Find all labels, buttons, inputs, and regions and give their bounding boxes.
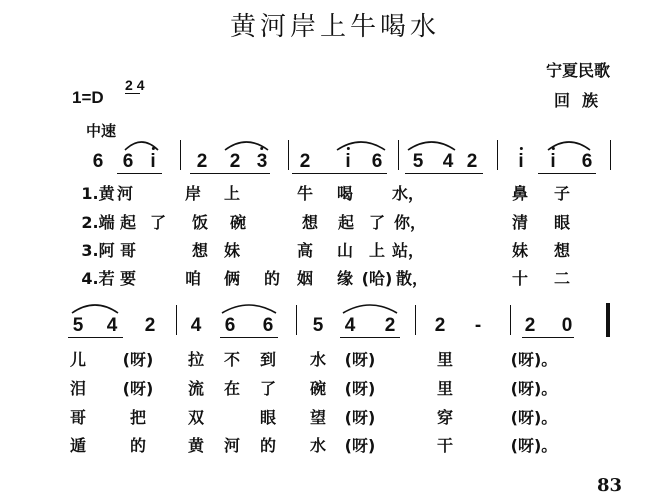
lyric-syllable: 子 [553, 184, 571, 203]
slur [408, 142, 455, 150]
ethnic-group: 回族 [553, 91, 610, 110]
notation-note: 6 [224, 315, 236, 336]
lyric-syllable: 水 [309, 350, 327, 369]
lyric-syllable: 岸 [184, 184, 202, 203]
lyric-syllable: 流 [187, 379, 205, 398]
lyric-syllable: 哥 [119, 241, 137, 260]
notation-note: 4 [344, 315, 356, 336]
page-number: 83 [596, 475, 622, 496]
lyric-syllable: 的 [129, 436, 147, 455]
lyric-syllable: 里 [436, 350, 454, 369]
lyric-syllable: 碗 [309, 379, 327, 398]
lyric-syllable: 咱 [184, 269, 202, 288]
lyric-syllable: 在 [223, 379, 241, 398]
lyric-syllable: (呀)。 [510, 436, 558, 455]
lyric-syllable: 清 [511, 213, 529, 232]
lyric-syllable: 起 [119, 213, 137, 232]
lyric-syllable: 要 [119, 269, 137, 288]
notation-note: 4 [442, 151, 454, 172]
lyric-syllable: 2.端 [81, 213, 115, 232]
lyric-syllable: 十 [511, 269, 529, 288]
lyric-syllable: 想 [553, 241, 571, 260]
notation-note: 2 [384, 315, 396, 336]
lyric-syllable: 河 [116, 184, 134, 203]
lyric-syllable: 河 [223, 436, 241, 455]
notation-note: 2 [524, 315, 536, 336]
lyric-syllable: (呀) [344, 379, 376, 398]
notation-note: 2 [196, 151, 208, 172]
slur [225, 142, 268, 150]
slur [337, 142, 385, 150]
song-source: 宁夏民歌 [545, 61, 610, 80]
lyric-syllable: 里 [436, 379, 454, 398]
slur [343, 305, 397, 313]
lyric-syllable: 遁 [69, 436, 87, 455]
lyric-syllable: 高 [296, 241, 314, 260]
lyric-syllable: 上 [368, 241, 386, 260]
song-title: 黄河岸上牛喝水 [229, 12, 440, 42]
lyric-syllable: (呀)。 [510, 408, 558, 427]
lyric-syllable: 的 [263, 269, 281, 288]
notation-note: 6 [581, 151, 593, 172]
lyric-syllable: 把 [129, 408, 147, 427]
lyric-syllable: 双 [187, 408, 205, 427]
lyric-syllable: 喝 [336, 184, 354, 203]
lyric-syllable: 1.黄 [81, 184, 115, 203]
lyric-syllable: 妹 [511, 241, 529, 260]
notation-note: 0 [561, 315, 573, 336]
key-signature: 1=D [72, 88, 104, 107]
notation-note: - [474, 315, 482, 336]
lyric-syllable: (呀)。 [510, 379, 558, 398]
notation-note: 4 [106, 315, 118, 336]
lyric-syllable: 牛 [296, 184, 314, 203]
notation-note: 5 [412, 151, 424, 172]
lyric-syllable: (呀) [344, 436, 376, 455]
notation-note: 2 [434, 315, 446, 336]
notation-note: 4 [190, 315, 202, 336]
lyric-syllable: 上 [223, 184, 241, 203]
lyric-syllable: (呀) [344, 350, 376, 369]
lyric-syllable: 俩 [223, 269, 241, 288]
lyric-syllable: 了 [149, 213, 167, 232]
lyric-syllable: 穿 [436, 408, 454, 427]
notation-note: 6 [92, 151, 104, 172]
lyric-syllable: 了 [368, 213, 386, 232]
lyric-syllable: (呀) [122, 379, 154, 398]
lyric-syllable: 儿 [69, 350, 87, 369]
lyric-syllable: 不 [223, 350, 241, 369]
lyric-syllable: 想 [301, 213, 319, 232]
lyric-syllable: 你， [393, 213, 427, 232]
lyric-syllable: 缘 [336, 269, 354, 288]
lyric-syllable: 想 [191, 241, 209, 260]
lyric-syllable: 水， [391, 184, 425, 203]
lyric-syllable: 二 [553, 269, 571, 288]
notation-note: 6 [122, 151, 134, 172]
lyric-syllable: 妹 [223, 241, 241, 260]
lyric-syllable: 山 [336, 241, 354, 260]
lyric-syllable: 干 [436, 436, 454, 455]
notation-note: i [150, 151, 155, 173]
lyric-syllable: (呀)。 [510, 350, 558, 369]
lyric-syllable: (哈) [361, 269, 393, 288]
lyric-syllable: 的 [259, 436, 277, 455]
time-sig-numerator: 2 [125, 77, 133, 93]
lyric-syllable: 水 [309, 436, 327, 455]
lyric-syllable: 黄 [187, 436, 205, 455]
notation-note: 6 [371, 151, 383, 172]
lyric-syllable: 泪 [69, 379, 87, 398]
time-sig-denominator: 4 [136, 77, 145, 93]
lyric-syllable: 散， [395, 269, 429, 288]
notation-note: 6 [262, 315, 274, 336]
lyric-syllable: (呀) [344, 408, 376, 427]
slur [222, 305, 276, 313]
lyric-syllable: 3.阿 [81, 241, 115, 260]
notation-note: 5 [72, 315, 84, 336]
lyric-syllable: 哥 [69, 408, 87, 427]
notation-note: 2 [466, 151, 478, 172]
lyric-syllable: 站， [391, 241, 425, 260]
slur [548, 142, 590, 150]
notation-note: 2 [229, 151, 241, 172]
lyric-syllable: 了 [259, 379, 277, 398]
notation-note: 5 [312, 315, 324, 336]
lyric-syllable: 眼 [553, 213, 571, 232]
lyric-syllable: 姻 [296, 269, 314, 288]
lyric-syllable: 眼 [259, 408, 277, 427]
notation-note: i [518, 151, 523, 173]
lyric-syllable: 起 [337, 213, 355, 232]
notation-note: i [550, 151, 555, 173]
lyric-syllable: 拉 [187, 350, 205, 369]
lyric-syllable: 到 [259, 350, 277, 369]
slur [125, 142, 158, 150]
lyric-syllable: 碗 [229, 213, 247, 232]
notation-note: 2 [144, 315, 156, 336]
lyric-syllable: 望 [309, 408, 327, 427]
notation-note: 3 [257, 151, 268, 173]
slur [72, 305, 118, 313]
lyric-syllable: (呀) [122, 350, 154, 369]
lyric-syllable: 饭 [191, 213, 209, 232]
notation-note: 2 [299, 151, 311, 172]
tempo-marking: 中速 [86, 122, 117, 140]
lyric-syllable: 4.若 [81, 269, 115, 288]
lyric-syllable: 鼻 [511, 184, 529, 203]
notation-note: i [345, 151, 350, 173]
